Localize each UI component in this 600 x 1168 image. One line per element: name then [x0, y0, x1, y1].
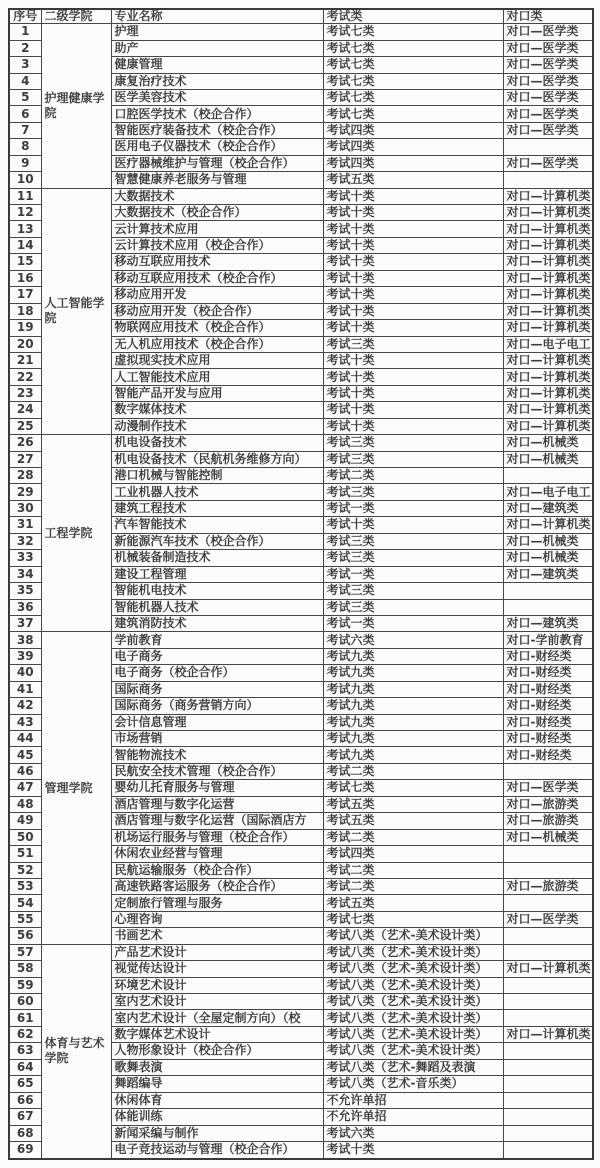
major-cell: 建筑消防技术 [111, 615, 323, 631]
college-cell: 护理健康学院 [41, 24, 111, 188]
counterpart-class-cell: 对口-财经类 [503, 681, 593, 697]
row-number-cell: 47 [9, 780, 41, 796]
counterpart-class-cell: 对口—医学类 [503, 122, 593, 138]
major-cell: 医用电子仪器技术（校企合作） [111, 139, 323, 155]
counterpart-class-cell [503, 468, 593, 484]
counterpart-class-cell [503, 1141, 593, 1159]
major-cell: 康复治疗技术 [111, 73, 323, 89]
exam-class-cell: 考试三类 [323, 336, 503, 352]
counterpart-class-cell: 对口—旅游类 [503, 796, 593, 812]
row-number-cell: 69 [9, 1141, 41, 1159]
exam-class-cell: 考试九类 [323, 665, 503, 681]
counterpart-class-cell [503, 846, 593, 862]
counterpart-class-cell: 对口—医学类 [503, 106, 593, 122]
row-number-cell: 14 [9, 237, 41, 253]
exam-class-cell: 考试十类 [323, 320, 503, 336]
exam-class-cell: 考试八类（艺术-美术设计类） [323, 1010, 503, 1026]
major-cell: 助产 [111, 40, 323, 56]
row-number-cell: 23 [9, 385, 41, 401]
row-number-cell: 6 [9, 106, 41, 122]
counterpart-class-cell [503, 1092, 593, 1108]
row-number-cell: 30 [9, 500, 41, 516]
major-cell: 工业机器人技术 [111, 484, 323, 500]
header-cell-major: 专业名称 [111, 9, 323, 24]
exam-class-cell: 考试七类 [323, 780, 503, 796]
major-cell: 虚拟现实技术应用 [111, 352, 323, 368]
row-number-cell: 36 [9, 599, 41, 615]
major-cell: 智能机器人技术 [111, 599, 323, 615]
counterpart-class-cell: 对口-财经类 [503, 731, 593, 747]
major-cell: 大数据技术（校企合作） [111, 205, 323, 221]
row-number-cell: 50 [9, 829, 41, 845]
major-cell: 港口机械与智能控制 [111, 468, 323, 484]
major-cell: 心理咨询 [111, 911, 323, 927]
college-cell: 工程学院 [41, 435, 111, 632]
exam-class-cell: 考试三类 [323, 599, 503, 615]
row-number-cell: 35 [9, 583, 41, 599]
major-cell: 民航运输服务（校企合作） [111, 862, 323, 878]
major-cell: 无人机应用技术（校企合作） [111, 336, 323, 352]
exam-class-cell: 考试五类 [323, 813, 503, 829]
counterpart-class-cell: 对口—计算机类 [503, 961, 593, 977]
row-number-cell: 11 [9, 188, 41, 204]
row-number-cell: 62 [9, 1026, 41, 1042]
exam-class-cell: 考试十类 [323, 385, 503, 401]
exam-class-cell: 考试一类 [323, 500, 503, 516]
row-number-cell: 22 [9, 369, 41, 385]
row-number-cell: 48 [9, 796, 41, 812]
row-number-cell: 20 [9, 336, 41, 352]
exam-class-cell: 考试八类（艺术-音乐类） [323, 1076, 503, 1092]
exam-class-cell: 考试五类 [323, 895, 503, 911]
major-cell: 视觉传达设计 [111, 961, 323, 977]
major-cell: 移动应用开发（校企合作） [111, 303, 323, 319]
row-number-cell: 37 [9, 615, 41, 631]
exam-class-cell: 考试十类 [323, 352, 503, 368]
major-cell: 电子商务 [111, 648, 323, 664]
exam-class-cell: 考试三类 [323, 583, 503, 599]
exam-class-cell: 考试十类 [323, 303, 503, 319]
counterpart-class-cell [503, 172, 593, 188]
major-cell: 民航安全技术管理（校企合作） [111, 763, 323, 779]
row-number-cell: 43 [9, 714, 41, 730]
exam-class-cell: 考试七类 [323, 40, 503, 56]
row-number-cell: 8 [9, 139, 41, 155]
major-cell: 移动应用开发 [111, 287, 323, 303]
row-number-cell: 38 [9, 632, 41, 648]
exam-class-cell: 考试五类 [323, 796, 503, 812]
major-cell: 新闻采编与制作 [111, 1125, 323, 1141]
row-number-cell: 44 [9, 731, 41, 747]
counterpart-class-cell [503, 599, 593, 615]
row-number-cell: 58 [9, 961, 41, 977]
counterpart-class-cell: 对口—计算机类 [503, 254, 593, 270]
exam-class-cell: 考试九类 [323, 698, 503, 714]
major-cell: 智能医疗装备技术（校企合作） [111, 122, 323, 138]
table-row [9, 944, 593, 960]
exam-class-cell: 考试十类 [323, 517, 503, 533]
major-cell: 大数据技术 [111, 188, 323, 204]
counterpart-class-cell: 对口—建筑类 [503, 615, 593, 631]
row-number-cell: 66 [9, 1092, 41, 1108]
row-number-cell: 19 [9, 320, 41, 336]
header-cell-counterpart: 对口类 [503, 9, 593, 24]
exam-class-cell: 考试七类 [323, 57, 503, 73]
row-number-cell: 24 [9, 402, 41, 418]
major-cell: 机电设备技术（民航机务维修方向） [111, 451, 323, 467]
major-cell: 建设工程管理 [111, 566, 323, 582]
major-cell: 酒店管理与数字化运营 [111, 796, 323, 812]
exam-class-cell: 考试九类 [323, 731, 503, 747]
major-cell: 定制旅行管理与服务 [111, 895, 323, 911]
row-number-cell: 65 [9, 1076, 41, 1092]
major-cell: 体能训练 [111, 1109, 323, 1125]
counterpart-class-cell [503, 862, 593, 878]
counterpart-class-cell [503, 583, 593, 599]
row-number-cell: 54 [9, 895, 41, 911]
counterpart-class-cell: 对口—医学类 [503, 24, 593, 40]
counterpart-class-cell: 对口—计算机类 [503, 221, 593, 237]
exam-class-cell: 考试八类（艺术-美术设计类） [323, 944, 503, 960]
row-number-cell: 27 [9, 451, 41, 467]
counterpart-class-cell: 对口—医学类 [503, 40, 593, 56]
counterpart-class-cell [503, 994, 593, 1010]
major-cell: 云计算技术应用（校企合作） [111, 237, 323, 253]
major-cell: 新能源汽车技术（校企合作） [111, 533, 323, 549]
row-number-cell: 68 [9, 1125, 41, 1141]
major-cell: 市场营销 [111, 731, 323, 747]
row-number-cell: 41 [9, 681, 41, 697]
counterpart-class-cell: 对口—医学类 [503, 57, 593, 73]
row-number-cell: 9 [9, 155, 41, 171]
row-number-cell: 29 [9, 484, 41, 500]
counterpart-class-cell: 对口—电子电工 [503, 484, 593, 500]
exam-class-cell: 考试八类（艺术-美术设计类） [323, 961, 503, 977]
exam-class-cell: 考试十类 [323, 188, 503, 204]
counterpart-class-cell: 对口—电子电工 [503, 336, 593, 352]
row-number-cell: 32 [9, 533, 41, 549]
counterpart-class-cell: 对口—计算机类 [503, 287, 593, 303]
major-cell: 环境艺术设计 [111, 977, 323, 993]
major-cell: 酒店管理与数字化运营（国际酒店方 [111, 813, 323, 829]
exam-class-cell: 考试七类 [323, 106, 503, 122]
row-number-cell: 49 [9, 813, 41, 829]
major-cell: 移动互联应用技术 [111, 254, 323, 270]
counterpart-class-cell: 对口—机械类 [503, 550, 593, 566]
counterpart-class-cell: 对口-财经类 [503, 714, 593, 730]
exam-class-cell: 考试十类 [323, 205, 503, 221]
major-cell: 数字媒体技术 [111, 402, 323, 418]
counterpart-class-cell [503, 1010, 593, 1026]
row-number-cell: 33 [9, 550, 41, 566]
counterpart-class-cell: 对口—计算机类 [503, 517, 593, 533]
major-cell: 医疗器械维护与管理（校企合作） [111, 155, 323, 171]
major-cell: 医学美容技术 [111, 89, 323, 105]
college-cell: 管理学院 [41, 632, 111, 944]
row-number-cell: 67 [9, 1109, 41, 1125]
counterpart-class-cell [503, 928, 593, 944]
major-cell: 电子竞技运动与管理（校企合作） [111, 1141, 323, 1159]
major-cell: 汽车智能技术 [111, 517, 323, 533]
exam-class-cell: 考试三类 [323, 435, 503, 451]
major-cell: 室内艺术设计 [111, 994, 323, 1010]
exam-class-cell: 考试九类 [323, 747, 503, 763]
exam-class-cell: 考试十类 [323, 254, 503, 270]
exam-class-cell: 考试二类 [323, 829, 503, 845]
college-cell: 体育与艺术学院 [41, 944, 111, 1159]
row-number-cell: 26 [9, 435, 41, 451]
header-cell-college: 二级学院 [41, 9, 111, 24]
counterpart-class-cell: 对口—计算机类 [503, 352, 593, 368]
exam-class-cell: 考试九类 [323, 714, 503, 730]
exam-class-cell: 考试二类 [323, 468, 503, 484]
exam-class-cell: 考试六类 [323, 632, 503, 648]
exam-class-cell: 考试十类 [323, 402, 503, 418]
counterpart-class-cell [503, 977, 593, 993]
major-cell: 国际商务 [111, 681, 323, 697]
major-cell: 舞蹈编导 [111, 1076, 323, 1092]
row-number-cell: 61 [9, 1010, 41, 1026]
header-cell-exam: 考试类 [323, 9, 503, 24]
exam-class-cell: 考试九类 [323, 648, 503, 664]
major-cell: 婴幼儿托育服务与管理 [111, 780, 323, 796]
row-number-cell: 46 [9, 763, 41, 779]
header-row [9, 9, 593, 24]
counterpart-class-cell: 对口—机械类 [503, 533, 593, 549]
major-cell: 电子商务（校企合作） [111, 665, 323, 681]
row-number-cell: 5 [9, 89, 41, 105]
major-cell: 国际商务（商务营销方向） [111, 698, 323, 714]
row-number-cell: 7 [9, 122, 41, 138]
college-cell: 人工智能学院 [41, 188, 111, 435]
table-row [9, 632, 593, 648]
exam-class-cell: 考试二类 [323, 763, 503, 779]
row-number-cell: 1 [9, 24, 41, 40]
row-number-cell: 56 [9, 928, 41, 944]
counterpart-class-cell: 对口—计算机类 [503, 270, 593, 286]
row-number-cell: 13 [9, 221, 41, 237]
exam-class-cell: 考试七类 [323, 24, 503, 40]
major-cell: 机电设备技术 [111, 435, 323, 451]
exam-class-cell: 考试八类（艺术-美术设计类） [323, 928, 503, 944]
exam-class-cell: 考试七类 [323, 73, 503, 89]
table-row [9, 24, 593, 40]
counterpart-class-cell: 对口-财经类 [503, 698, 593, 714]
exam-class-cell: 考试八类（艺术-美术设计类） [323, 994, 503, 1010]
major-cell: 健康管理 [111, 57, 323, 73]
row-number-cell: 60 [9, 994, 41, 1010]
counterpart-class-cell: 对口—医学类 [503, 73, 593, 89]
major-cell: 人物形象设计（校企合作） [111, 1043, 323, 1059]
counterpart-class-cell [503, 1125, 593, 1141]
majors-table [8, 8, 594, 1160]
counterpart-class-cell: 对口—计算机类 [503, 418, 593, 434]
counterpart-class-cell: 对口—医学类 [503, 155, 593, 171]
counterpart-class-cell [503, 1076, 593, 1092]
exam-class-cell: 考试一类 [323, 566, 503, 582]
exam-class-cell: 考试十类 [323, 287, 503, 303]
exam-class-cell: 考试九类 [323, 681, 503, 697]
exam-class-cell: 考试十类 [323, 1141, 503, 1159]
major-cell: 室内艺术设计（全屋定制方向）（校 [111, 1010, 323, 1026]
counterpart-class-cell: 对口—计算机类 [503, 303, 593, 319]
major-cell: 会计信息管理 [111, 714, 323, 730]
counterpart-class-cell [503, 1059, 593, 1075]
major-cell: 云计算技术应用 [111, 221, 323, 237]
counterpart-class-cell: 对口—计算机类 [503, 320, 593, 336]
row-number-cell: 16 [9, 270, 41, 286]
exam-class-cell: 不允许单招 [323, 1092, 503, 1108]
row-number-cell: 42 [9, 698, 41, 714]
exam-class-cell: 考试十类 [323, 369, 503, 385]
row-number-cell: 59 [9, 977, 41, 993]
major-cell: 人工智能技术应用 [111, 369, 323, 385]
row-number-cell: 18 [9, 303, 41, 319]
counterpart-class-cell: 对口—计算机类 [503, 402, 593, 418]
counterpart-class-cell: 对口-财经类 [503, 648, 593, 664]
row-number-cell: 34 [9, 566, 41, 582]
counterpart-class-cell: 对口—医学类 [503, 89, 593, 105]
counterpart-class-cell [503, 763, 593, 779]
counterpart-class-cell [503, 895, 593, 911]
row-number-cell: 2 [9, 40, 41, 56]
major-cell: 高速铁路客运服务（校企合作） [111, 878, 323, 894]
row-number-cell: 55 [9, 911, 41, 927]
major-cell: 智能机电技术 [111, 583, 323, 599]
exam-class-cell: 考试七类 [323, 911, 503, 927]
exam-class-cell: 考试五类 [323, 172, 503, 188]
counterpart-class-cell: 对口-财经类 [503, 665, 593, 681]
major-cell: 机械装备制造技术 [111, 550, 323, 566]
major-cell: 动漫制作技术 [111, 418, 323, 434]
major-cell: 口腔医学技术（校企合作） [111, 106, 323, 122]
counterpart-class-cell: 对口—机械类 [503, 435, 593, 451]
exam-class-cell: 考试一类 [323, 615, 503, 631]
major-cell: 建筑工程技术 [111, 500, 323, 516]
counterpart-class-cell [503, 139, 593, 155]
exam-class-cell: 考试四类 [323, 155, 503, 171]
major-cell: 智能产品开发与应用 [111, 385, 323, 401]
header-cell-no: 序号 [9, 9, 41, 24]
counterpart-class-cell: 对口—旅游类 [503, 813, 593, 829]
exam-class-cell: 考试八类（艺术-美术设计类） [323, 977, 503, 993]
row-number-cell: 17 [9, 287, 41, 303]
exam-class-cell: 考试十类 [323, 270, 503, 286]
row-number-cell: 52 [9, 862, 41, 878]
exam-class-cell: 考试八类（艺术-舞蹈及表演 [323, 1059, 503, 1075]
counterpart-class-cell: 对口—建筑类 [503, 500, 593, 516]
row-number-cell: 25 [9, 418, 41, 434]
exam-class-cell: 考试六类 [323, 1125, 503, 1141]
row-number-cell: 12 [9, 205, 41, 221]
exam-class-cell: 考试七类 [323, 89, 503, 105]
exam-class-cell: 考试四类 [323, 846, 503, 862]
major-cell: 护理 [111, 24, 323, 40]
major-cell: 数字媒体艺术设计 [111, 1026, 323, 1042]
counterpart-class-cell [503, 1109, 593, 1125]
row-number-cell: 53 [9, 878, 41, 894]
counterpart-class-cell: 对口-财经类 [503, 747, 593, 763]
major-cell: 物联网应用技术（校企合作） [111, 320, 323, 336]
exam-class-cell: 考试三类 [323, 550, 503, 566]
major-cell: 学前教育 [111, 632, 323, 648]
exam-class-cell: 考试二类 [323, 878, 503, 894]
row-number-cell: 63 [9, 1043, 41, 1059]
row-number-cell: 45 [9, 747, 41, 763]
row-number-cell: 15 [9, 254, 41, 270]
major-cell: 智能物流技术 [111, 747, 323, 763]
counterpart-class-cell: 对口—机械类 [503, 829, 593, 845]
counterpart-class-cell: 对口—医学类 [503, 780, 593, 796]
major-cell: 书画艺术 [111, 928, 323, 944]
counterpart-class-cell: 对口-学前教育 [503, 632, 593, 648]
counterpart-class-cell: 对口—计算机类 [503, 369, 593, 385]
counterpart-class-cell: 对口—计算机类 [503, 205, 593, 221]
row-number-cell: 21 [9, 352, 41, 368]
major-cell: 机场运行服务与管理（校企合作） [111, 829, 323, 845]
exam-class-cell: 考试八类（艺术-美术设计类） [323, 1026, 503, 1042]
row-number-cell: 40 [9, 665, 41, 681]
row-number-cell: 10 [9, 172, 41, 188]
row-number-cell: 28 [9, 468, 41, 484]
exam-class-cell: 考试十类 [323, 237, 503, 253]
counterpart-class-cell: 对口—建筑类 [503, 566, 593, 582]
major-cell: 休闲体育 [111, 1092, 323, 1108]
counterpart-class-cell: 对口—机械类 [503, 451, 593, 467]
row-number-cell: 57 [9, 944, 41, 960]
counterpart-class-cell [503, 944, 593, 960]
exam-class-cell: 考试三类 [323, 533, 503, 549]
exam-class-cell: 考试三类 [323, 484, 503, 500]
row-number-cell: 31 [9, 517, 41, 533]
row-number-cell: 3 [9, 57, 41, 73]
exam-class-cell: 考试四类 [323, 122, 503, 138]
row-number-cell: 51 [9, 846, 41, 862]
exam-class-cell: 考试三类 [323, 451, 503, 467]
exam-class-cell: 考试二类 [323, 862, 503, 878]
major-cell: 智慧健康养老服务与管理 [111, 172, 323, 188]
exam-class-cell: 考试十类 [323, 221, 503, 237]
row-number-cell: 39 [9, 648, 41, 664]
row-number-cell: 64 [9, 1059, 41, 1075]
table-row [9, 435, 593, 451]
counterpart-class-cell: 对口—医学类 [503, 911, 593, 927]
exam-class-cell: 不允许单招 [323, 1109, 503, 1125]
major-cell: 移动互联应用技术（校企合作） [111, 270, 323, 286]
counterpart-class-cell [503, 1043, 593, 1059]
table-row [9, 188, 593, 204]
counterpart-class-cell: 对口—计算机类 [503, 237, 593, 253]
exam-class-cell: 考试十类 [323, 418, 503, 434]
exam-class-cell: 考试四类 [323, 139, 503, 155]
major-cell: 歌舞表演 [111, 1059, 323, 1075]
counterpart-class-cell: 对口—旅游类 [503, 878, 593, 894]
row-number-cell: 4 [9, 73, 41, 89]
major-cell: 休闲农业经营与管理 [111, 846, 323, 862]
major-cell: 产品艺术设计 [111, 944, 323, 960]
exam-class-cell: 考试八类（艺术-美术设计类） [323, 1043, 503, 1059]
counterpart-class-cell: 对口—计算机类 [503, 385, 593, 401]
counterpart-class-cell: 对口—计算机类 [503, 1026, 593, 1042]
counterpart-class-cell: 对口—计算机类 [503, 188, 593, 204]
